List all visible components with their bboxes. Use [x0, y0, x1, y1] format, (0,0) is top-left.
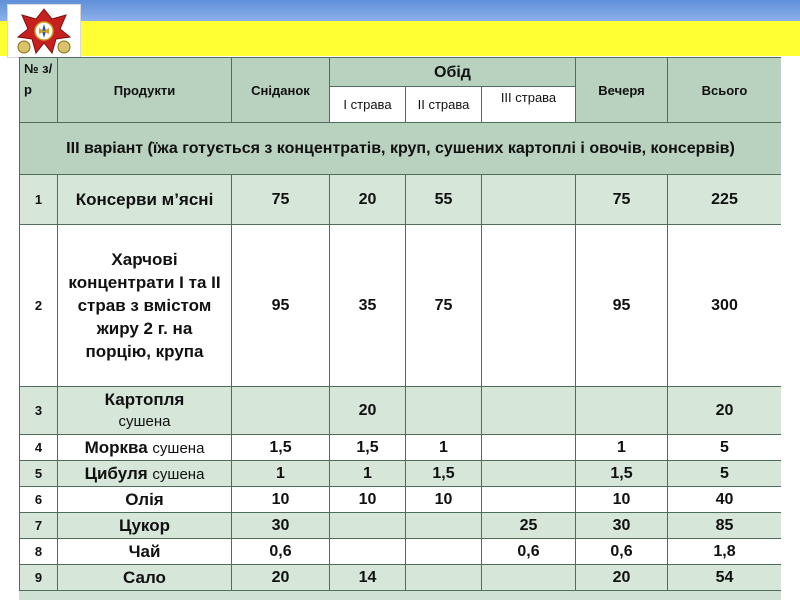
table-row: [20, 225, 782, 387]
cell-dinner: 95: [576, 225, 668, 387]
cell-dinner: [576, 387, 668, 435]
cell-breakfast: 30: [232, 513, 330, 539]
cell-dinner: 1,5: [576, 461, 668, 487]
table-row: [20, 461, 782, 487]
cell-course-2: 10: [406, 487, 482, 513]
row-product: Чай: [58, 539, 232, 565]
row-product: [58, 435, 232, 461]
cell-breakfast: 1: [232, 461, 330, 487]
cell-total: 300: [668, 225, 782, 387]
cell-course-1: 20: [330, 387, 406, 435]
emblem-graphic: [8, 5, 80, 57]
table-row: [20, 435, 782, 461]
cell-course-2: [406, 539, 482, 565]
product-qualifier: сушена: [152, 465, 205, 483]
cell-course-1: 20: [330, 175, 406, 225]
cell-total: 5: [668, 461, 782, 487]
cell-dinner: 20: [576, 565, 668, 591]
cell-course-1: 35: [330, 225, 406, 387]
cell-course-1: [330, 513, 406, 539]
cell-course-3: [482, 565, 576, 591]
header-total: Всього: [668, 58, 782, 123]
header-breakfast: Сніданок: [232, 58, 330, 123]
cell-dinner: 1: [576, 435, 668, 461]
banner-yellow-stripe: [0, 21, 800, 56]
cell-course-2: [406, 387, 482, 435]
product-name: Цибуля: [84, 463, 148, 483]
row-product: [58, 387, 232, 435]
cell-total: 40: [668, 487, 782, 513]
table-row: [20, 565, 782, 591]
cell-total: 1,8: [668, 539, 782, 565]
cell-course-1: 1: [330, 461, 406, 487]
row-product: Консерви м’ясні: [58, 175, 232, 225]
row-product: [58, 461, 232, 487]
cell-course-2: 55: [406, 175, 482, 225]
row-num: 8: [20, 539, 58, 565]
cell-course-3: 0,6: [482, 539, 576, 565]
top-banner: [0, 0, 800, 56]
row-product: Цукор: [58, 513, 232, 539]
cell-total: 20: [668, 387, 782, 435]
header-product: Продукти: [58, 58, 232, 123]
cell-course-1: [330, 539, 406, 565]
table-row: [20, 487, 782, 513]
row-num: 2: [20, 225, 58, 387]
product-qualifier: сушена: [152, 439, 205, 457]
product-qualifier: сушена: [118, 413, 171, 430]
cell-breakfast: 75: [232, 175, 330, 225]
row-product: Сало: [58, 565, 232, 591]
row-num: 6: [20, 487, 58, 513]
row-product: Олія: [58, 487, 232, 513]
table-row: [20, 513, 782, 539]
cell-course-1: 14: [330, 565, 406, 591]
cell-course-1: 1,5: [330, 435, 406, 461]
cell-course-2: [406, 565, 482, 591]
cell-breakfast: 20: [232, 565, 330, 591]
cell-course-2: [406, 513, 482, 539]
row-num: 7: [20, 513, 58, 539]
cell-course-3: [482, 461, 576, 487]
cell-course-3: [482, 435, 576, 461]
cell-dinner: 10: [576, 487, 668, 513]
cell-course-3: [482, 487, 576, 513]
product-name: Морква: [84, 437, 148, 457]
cell-course-1: 10: [330, 487, 406, 513]
row-num: 1: [20, 175, 58, 225]
cell-course-3: [482, 387, 576, 435]
cell-course-2: 1: [406, 435, 482, 461]
table-container: [19, 57, 781, 600]
cell-total: 54: [668, 565, 782, 591]
cell-dinner: 75: [576, 175, 668, 225]
row-product: Харчові концентрати І та ІІ страв з вмістом жиру 2 г. на порцію, крупа: [58, 225, 232, 387]
cell-breakfast: 10: [232, 487, 330, 513]
row-num: 9: [20, 565, 58, 591]
cell-course-2: 75: [406, 225, 482, 387]
cell-total: 85: [668, 513, 782, 539]
cell-breakfast: [232, 387, 330, 435]
header-dinner: Вечеря: [576, 58, 668, 123]
cell-breakfast: 1,5: [232, 435, 330, 461]
header-num: № з/р: [20, 58, 58, 123]
row-num: 4: [20, 435, 58, 461]
cell-course-3: 25: [482, 513, 576, 539]
row-num: 5: [20, 461, 58, 487]
table-row: [20, 175, 782, 225]
header-course-3: ІІІ страва: [482, 87, 576, 123]
ration-table: [19, 57, 781, 591]
cell-dinner: 30: [576, 513, 668, 539]
cell-course-3: [482, 225, 576, 387]
row-num: 3: [20, 387, 58, 435]
cell-course-2: 1,5: [406, 461, 482, 487]
cell-total: 5: [668, 435, 782, 461]
table-row: [20, 539, 782, 565]
cell-dinner: 0,6: [576, 539, 668, 565]
cell-total: 225: [668, 175, 782, 225]
product-name: Картопля: [104, 390, 185, 409]
header-course-1: І страва: [330, 87, 406, 123]
header-lunch: Обід: [330, 58, 576, 87]
cell-breakfast: 95: [232, 225, 330, 387]
cell-course-3: [482, 175, 576, 225]
table-row: [20, 387, 782, 435]
variant-title: ІІІ варіант (їжа готується з концентратів, круп, сушених картоплі і овочів, консервів): [20, 123, 782, 175]
header-course-2: ІІ страва: [406, 87, 482, 123]
cell-breakfast: 0,6: [232, 539, 330, 565]
military-emblem-icon: [7, 4, 81, 58]
banner-blue-stripe: [0, 0, 800, 21]
